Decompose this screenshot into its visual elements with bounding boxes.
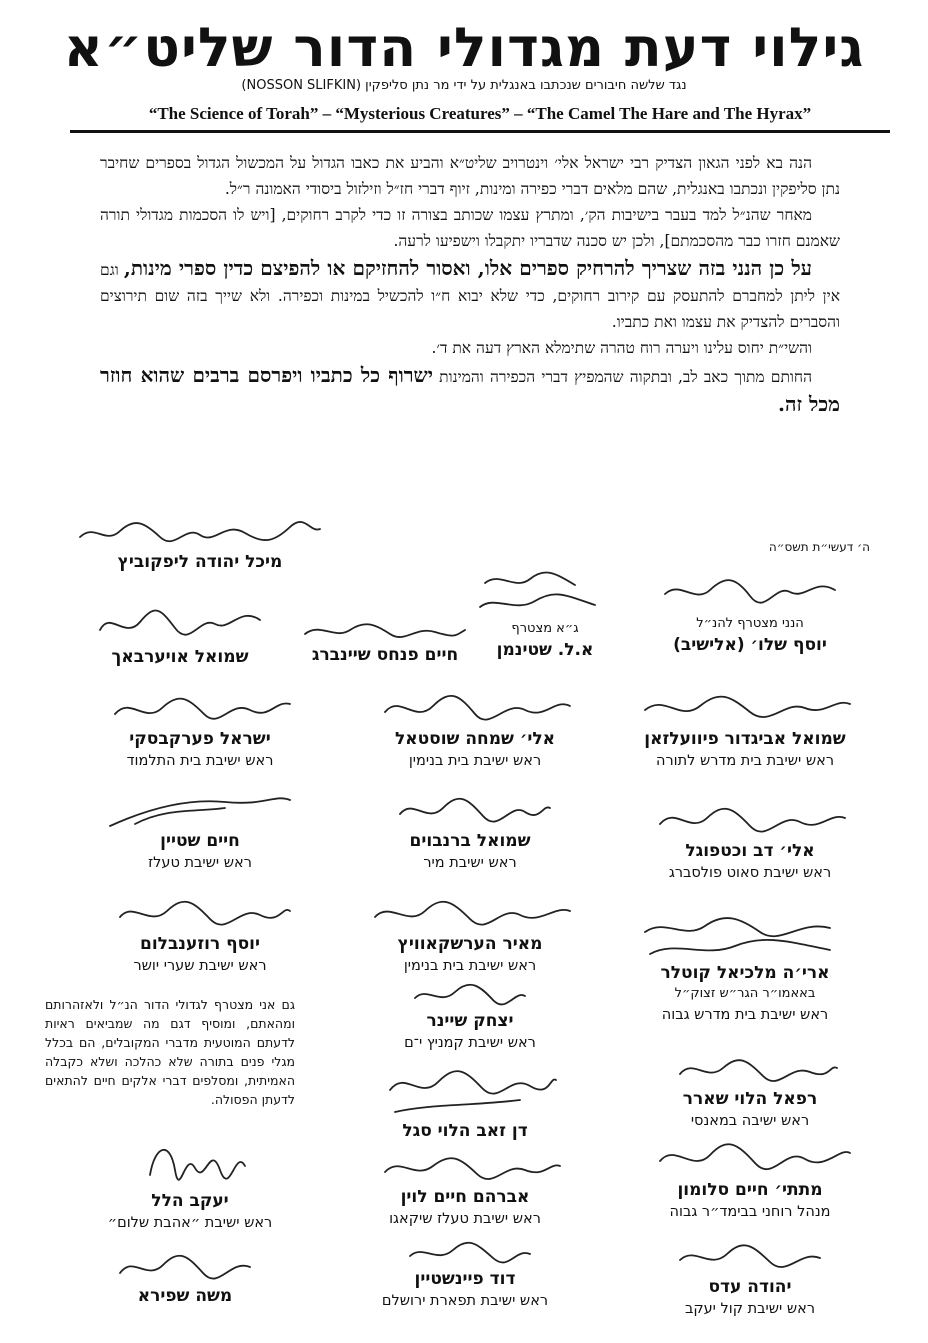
handwritten-signature	[105, 893, 295, 933]
signature-block: אלי׳ שמחה שוסטאל ראש ישיבת בית בנימין	[370, 688, 580, 772]
signature-block: דן זאב הלוי סגל	[365, 1060, 565, 1142]
handwritten-signature	[645, 1135, 855, 1179]
signature-block: שמואל אביגדור פיוועלזאן ראש ישיבת בית מדרש לתורה	[630, 688, 860, 772]
handwritten-signature	[105, 790, 295, 830]
paragraph-2: מאחר שהנ״ל למד בעבר בישיבות הק׳, ומתרץ עצמו שכותב בצורה זו כדי לקרב רחוקים, [ויש לו הסכמות מגדולי תורה שאמנם חזרו כבר מהסכמתם], ולכן יש סכנה שדבריו יתקבלו וישפיעו לרעה.	[100, 206, 840, 250]
handwritten-signature	[75, 515, 325, 551]
handwritten-signature	[90, 600, 270, 646]
signature-block: ג״א מצטרף א.ל. שטינמן	[460, 565, 630, 661]
signature-block: חיים שטיין ראש ישיבת טעלז	[100, 790, 300, 874]
books-line: “The Science of Torah” – “Mysterious Creatures” – “The Camel The Hare and The Hyrax”	[70, 100, 890, 133]
signature-block: משה שפירא	[100, 1245, 270, 1307]
handwritten-signature	[365, 1238, 565, 1268]
signature-block: יהודה עדס ראש ישיבת קול יעקב	[650, 1240, 850, 1320]
handwritten-signature	[370, 1060, 560, 1120]
signature-block: שמואל ברנבוים ראש ישיבת מיר	[380, 790, 560, 874]
page-title: גילוי דעת מגדולי הדור שליט״א	[63, 16, 865, 79]
additional-endorsement-note: גם אני מצטרף לגדולי הדור הנ״ל ולאזהרותם ומהאתם, ומוסיף דגם מה שמביאים ראיות לדעתם המוטעית מדברי המקובלים, הם בכלל מגלי פנים בתורה שלא כהלכה ושלא כקבלה האמיתית, ומסלפים דברי אלקים חיים להתאים לדעתן הפסולה.	[45, 997, 295, 1107]
handwritten-signature	[465, 565, 625, 619]
handwritten-signature	[630, 912, 860, 962]
paragraph-5-bold: ישרוף כל כתביו ויפרסם ברבים שהוא חוזר מכל זה.	[100, 363, 840, 416]
signature-block: מתתי׳ חיים סלומון מנהל רוחני בבימד״ר גבוה	[640, 1135, 860, 1223]
handwritten-signature	[95, 1130, 285, 1190]
handwritten-signature	[295, 618, 475, 644]
signature-block: חיים פנחס שיינברג	[290, 618, 480, 666]
letter-body	[100, 150, 840, 419]
handwritten-signature	[655, 1052, 845, 1088]
paragraph-3-rest: וגם אין ליתן למחברם להתעסק עם קירוב רחוקים, כדי שלא יבוא ח״ו להכשיל במינות וכפירה. ולא שייך בזה שום תירוצים והסברים להצדיק את עצמו ואת כתביו.	[100, 261, 840, 331]
handwritten-signature	[360, 893, 580, 933]
signature-block: יעקב הלל ראש ישיבת ״אהבת שלום״	[90, 1130, 290, 1234]
handwritten-signature	[375, 688, 575, 728]
paragraph-1: הנה בא לפני הגאון הצדיק רבי ישראל אלי׳ וינטרויב שליט״א והביע את כאבו הגדול על המכשול הגדול בספרים שחיבר נתן סליפקין ונכתבו באנגלית, שהם מלאים דברי כפירה ומינות, זיוף דברי חז״ל וזילזול ביסודי האמונה ר״ל.	[100, 154, 840, 198]
date-line: ה׳ דעשי״ת תשס״ה	[768, 540, 870, 554]
paragraph-4: והשי״ת יחוס עלינו ויערה רוח טהרה שתימלא הארץ דעה את ד׳.	[431, 339, 812, 357]
signature-block: אלי׳ דב וכטפוגל ראש ישיבת סאוט פולסברג	[640, 800, 860, 884]
signature-block: יוסף רוזענבלום ראש ישיבת שערי יושר	[100, 893, 300, 977]
handwritten-signature	[375, 980, 565, 1010]
handwritten-signature	[655, 1240, 845, 1276]
handwritten-signature	[645, 800, 855, 840]
signature-block: ישראל פערקבסקי ראש ישיבת בית התלמוד	[95, 688, 305, 772]
signature-block: הנני מצטרף להנ״ל יוסף שלו׳ (אלישיב)	[650, 570, 850, 656]
signature-block: שמואל אויערבאך	[85, 600, 275, 668]
signature-block: ארי׳ה מלכיאל קוטלר באאמו״ר הגר״ש זצוק״ל ראש ישיבת בית מדרש גבוה	[625, 912, 865, 1026]
handwritten-signature	[655, 570, 845, 614]
paragraph-3-bold: על כן הנני בזה שצריך להרחיק ספרים אלו, ואסור להחזיקם או להפיצם כדין ספרי מינות,	[123, 256, 812, 280]
signature-block: מאיר הערשקאוויץ ראש ישיבת בית בנימין	[355, 893, 585, 977]
handwritten-signature	[385, 790, 555, 830]
handwritten-signature	[105, 1245, 265, 1285]
signature-block: רפאל הלוי שארר ראש ישיבה במאנסי	[650, 1052, 850, 1132]
handwritten-signature	[100, 688, 300, 728]
handwritten-signature	[635, 688, 855, 728]
signature-block: יצחק שיינר ראש ישיבת קמניץ י־ם	[370, 980, 570, 1054]
signature-block: דוד פיינשטיין ראש ישיבת תפארת ירושלם	[360, 1238, 570, 1312]
signature-block: אברהם חיים לוין ראש ישיבת טעלז שיקאגו	[360, 1150, 570, 1230]
paragraph-5	[100, 361, 840, 419]
handwritten-signature	[365, 1150, 565, 1186]
page-subtitle: נגד שלשה חיבורים שנכתבו באנגלית על ידי מר נתן סליפקין (NOSSON SLIFKIN)	[241, 78, 687, 93]
signature-block: מיכל יהודה ליפקוביץ	[70, 515, 330, 573]
paragraph-5-start: החותם מתוך כאב לב, ובתקוה שהמפיץ דברי הכפירה והמינות	[439, 368, 812, 386]
paragraph-3	[100, 254, 840, 335]
